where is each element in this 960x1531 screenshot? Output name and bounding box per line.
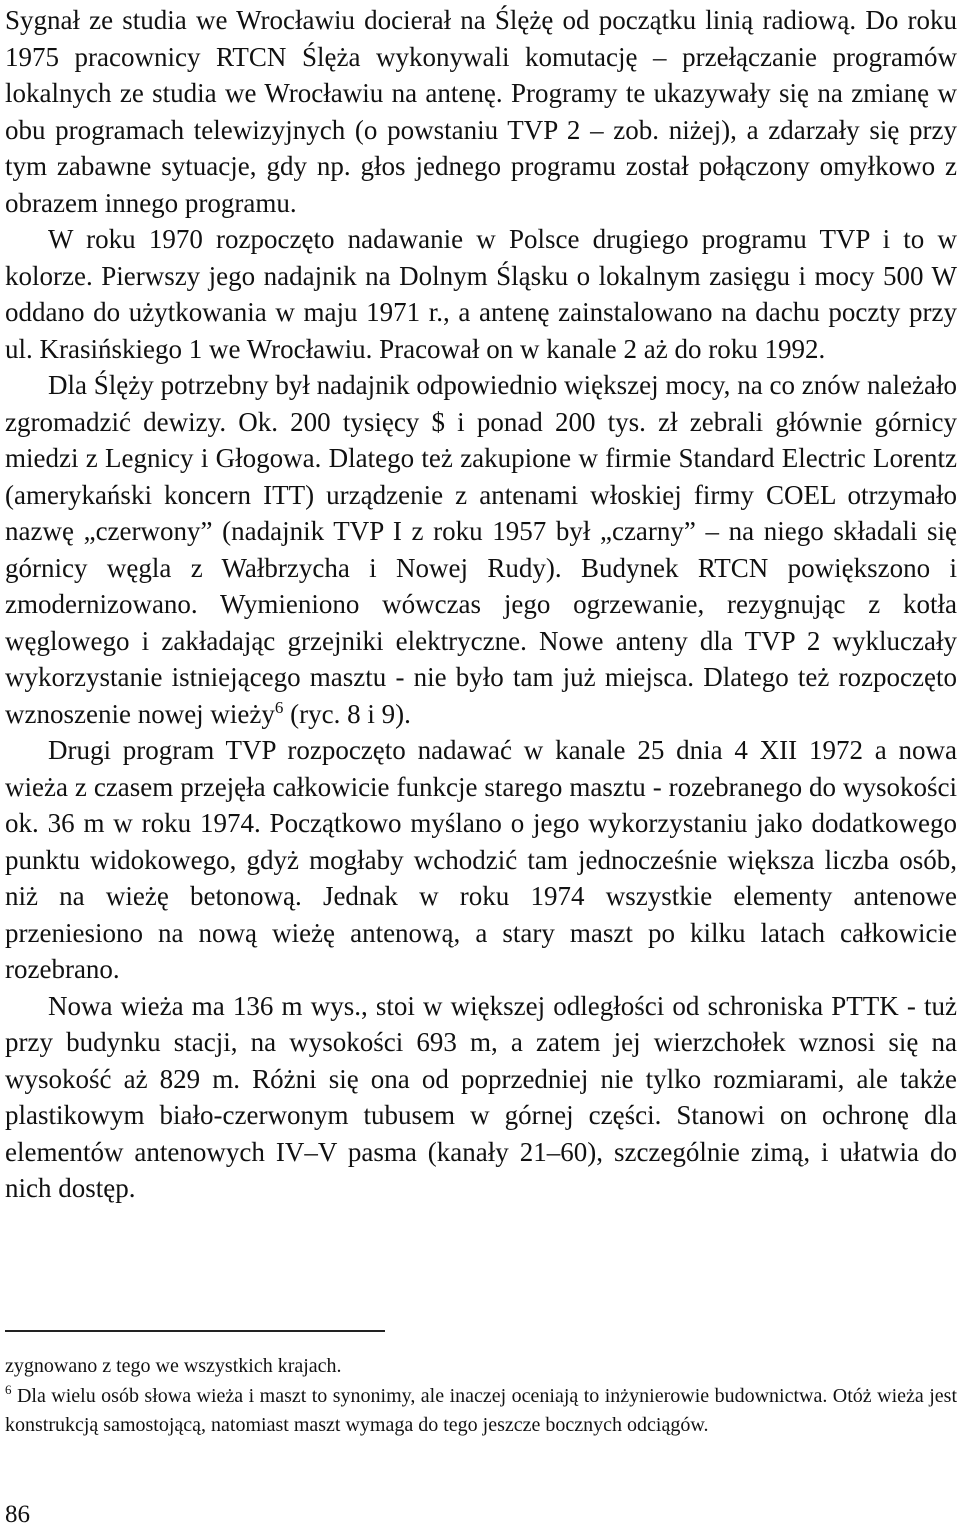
footnote-6-marker: 6 <box>5 1381 12 1397</box>
paragraph-2: W roku 1970 rozpoczęto nadawanie w Polsce drugiego programu TVP i to w kolorze. Pierwszy jego nadajnik na Dolnym Śląsku o lokalnym zasięgu i mocy 500 W oddano do użytkowania w maju 1971 r., a antenę zainstalowano na dachu poczty przy ul. Krasińskiego 1 we Wrocławiu. Pracował on w kanale 2 aż do roku 1992. <box>5 224 957 364</box>
footnotes <box>5 1352 957 1441</box>
paragraph-3 <box>5 367 957 732</box>
footnote-6 <box>5 1382 957 1441</box>
footnote-reference-6[interactable]: 6 <box>274 697 284 717</box>
paragraph-1: Sygnał ze studia we Wrocławiu docierał na Ślężę od początku linią radiową. Do roku 1975 pracownicy RTCN Ślęża wykonywali komutację – przełączanie programów lokalnych ze studia we Wrocławiu na antenę. Programy te ukazywały się na zmianę w obu programach telewizyjnych (o powstaniu TVP 2 – zob. niżej), a zdarzały się przy tym zabawne sytuacje, gdy np. głos jednego programu został połączony omyłkowo z obrazem innego programu. <box>5 5 957 218</box>
paragraph-3-tail: (ryc. 8 i 9). <box>283 698 411 729</box>
paragraph-5: Nowa wieża ma 136 m wys., stoi w większej odległości od schroniska PTTK - tuż przy budynku stacji, na wysokości 693 m, a zatem jej wierzchołek wznosi się na wysokość aż 829 m. Różni się ona od poprzedniej nie tylko rozmiarami, ale także plastikowym biało-czerwonym tubusem w górnej części. Stanowi on ochronę dla elementów antenowych IV–V pasma (kanały 21–60), szczególnie zimą, i ułatwia do nich dostęp. <box>5 990 957 1203</box>
paragraph-4: Drugi program TVP rozpoczęto nadawać w kanale 25 dnia 4 XII 1972 a nowa wieża z czasem przejęła całkowicie funkcje starego masztu - rozebranego do wysokości ok. 36 m w roku 1974. Początkowo myślano o jego wykorzystaniu jako dodatkowego punktu widokowego, gdyż mogłaby wchodzić tam jednocześnie większa liczba osób, niż na wieżę betonową. Jednak w roku 1974 wszystkie elementy antenowe przeniesiono na nową wieżę antenową, a stary maszt po kilku latach całkowicie rozebrano. <box>5 735 957 984</box>
page-number: 86 <box>5 1501 30 1528</box>
footnote-6-text: Dla wielu osób słowa wieża i maszt to synonimy, ale inaczej oceniają to inżynierowie budownictwa. Otóż wieża jest konstrukcją samostojącą, natomiast maszt wymaga do tego jeszcze bocznych odciągów. <box>5 1384 957 1436</box>
paragraph-3-text: Dla Ślęży potrzebny był nadajnik odpowiednio większej mocy, na co znów należało zgromadzić dewizy. Ok. 200 tysięcy $ i ponad 200 tys. zł zebrali głównie górnicy miedzi z Legnicy i Głogowa. Dlatego też zakupione w firmie Standard Electric Lorentz (amerykański koncern ITT) urządzenie z antenami włoskiej firmy COEL otrzymało nazwę „czerwony” (nadajnik TVP I z roku 1957 był „czarny” – na niego składali się górnicy węgla z Wałbrzycha i Nowej Rudy). Budynek RTCN powiększono i zmodernizowano. Wymieniono wówczas jego ogrzewanie, rezygnując z kotła węglowego i zakładając grzejniki elektryczne. Nowe anteny dla TVP 2 wykluczały wykorzystanie istniejącego masztu - nie było tam już miejsca. Dlatego też rozpoczęto wznoszenie nowej wieży <box>5 370 957 729</box>
main-text <box>5 2 957 1207</box>
footnote-continuation: zygnowano z tego we wszystkich krajach. <box>5 1355 342 1377</box>
footnote-separator <box>5 1330 385 1332</box>
